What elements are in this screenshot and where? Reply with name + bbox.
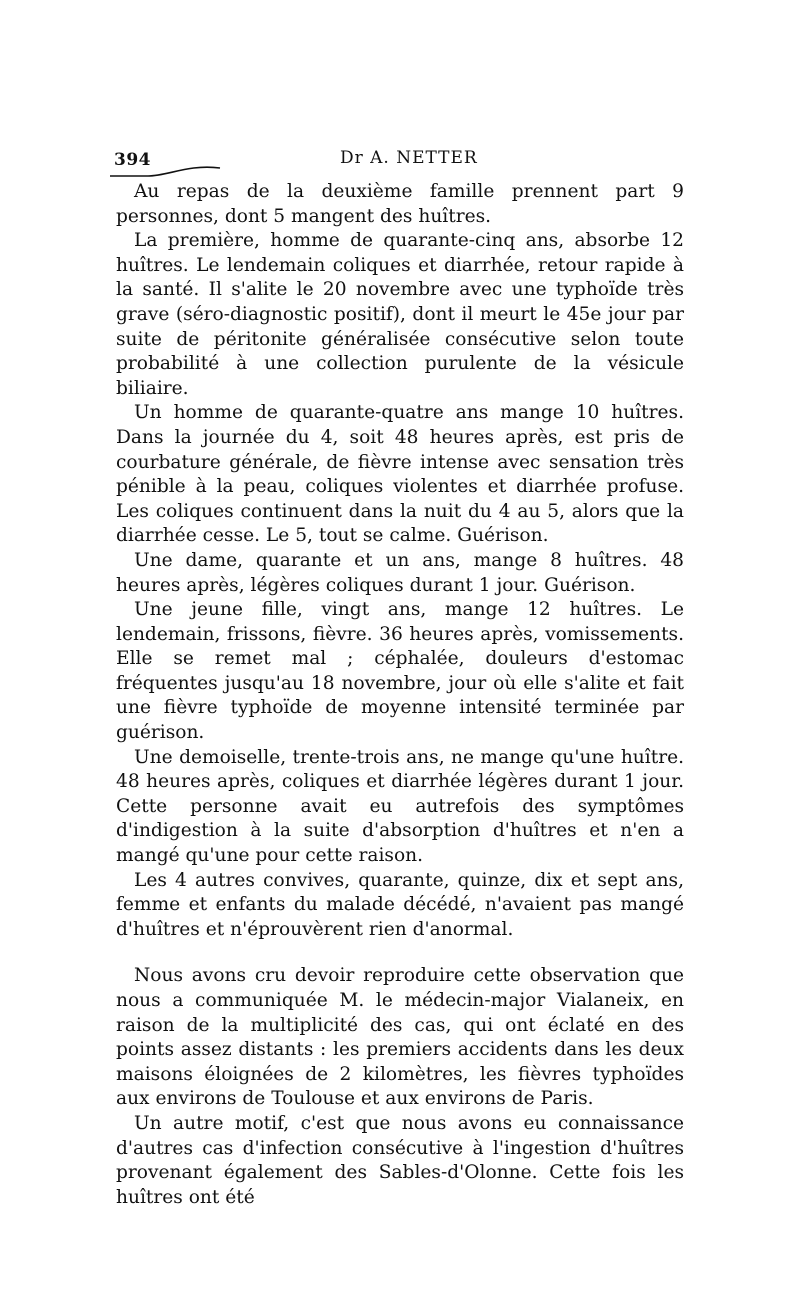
paragraph: Une demoiselle, trente-trois ans, ne mange qu'une huître. 48 heures après, coliques et diarrhée légères durant 1 jour. Cette personne avait eu autrefois des symptômes d'indigestion à la suite d'absorption d'huîtres et n'en a mangé qu'une pour cette raison. (116, 746, 684, 867)
running-title: Dr A. NETTER (340, 148, 478, 168)
paragraph: La première, homme de quarante-cinq ans, absorbe 12 huîtres. Le lendemain coliques et diarrhée, retour rapide à la santé. Il s'alite le 20 novembre avec une typhoïde très grave (séro-diagnostic positif), dont il meurt le 45e jour par suite de péritonite généralisée consécutive selon toute probabilité à une collection purulente de la vésicule biliaire. (116, 230, 684, 399)
body-text (116, 180, 684, 1210)
paragraph: Une dame, quarante et un ans, mange 8 huîtres. 48 heures après, légères coliques durant 1 jour. Guérison. (116, 549, 684, 596)
paragraph: Les 4 autres convives, quarante, quinze, dix et sept ans, femme et enfants du malade décédé, n'avaient pas mangé d'huîtres et n'éprouvèrent rien d'anormal. (116, 869, 684, 940)
paragraph: Un homme de quarante-quatre ans mange 10 huîtres. Dans la journée du 4, soit 48 heures après, est pris de courbature générale, de fièvre intense avec sensation très pénible à la peau, coliques violentes et diarrhée profuse. Les coliques continuent dans la nuit du 4 au 5, alors que la diarrhée cesse. Le 5, tout se calme. Guérison. (116, 402, 684, 547)
paragraph: Nous avons cru devoir reproduire cette observation que nous a communiquée M. le médecin-major Vialaneix, en raison de la multiplicité des cas, qui ont éclaté en des points assez distants : les premiers accidents dans les deux maisons éloignées de 2 kilomètres, les fièvres typhoïdes aux environs de Toulouse et aux environs de Paris. (116, 965, 684, 1110)
section-gap (116, 942, 684, 964)
paragraph: Une jeune fille, vingt ans, mange 12 huîtres. Le lendemain, frissons, fièvre. 36 heures après, vomissements. Elle se remet mal ; céphalée, douleurs d'estomac fréquentes jusqu'au 18 novembre, jour où elle s'alite et fait une fièvre typhoïde de moyenne intensité terminée par guérison. (116, 599, 684, 744)
paragraph: Au repas de la deuxième famille prennent part 9 personnes, dont 5 mangent des huîtres. (116, 181, 684, 227)
page-number: 394 (114, 150, 151, 170)
paragraph: Un autre motif, c'est que nous avons eu connaissance d'autres cas d'infection consécutive à l'ingestion d'huîtres provenant également des Sables-d'Olonne. Cette fois les huîtres ont été (116, 1112, 684, 1208)
page-header (108, 146, 688, 180)
